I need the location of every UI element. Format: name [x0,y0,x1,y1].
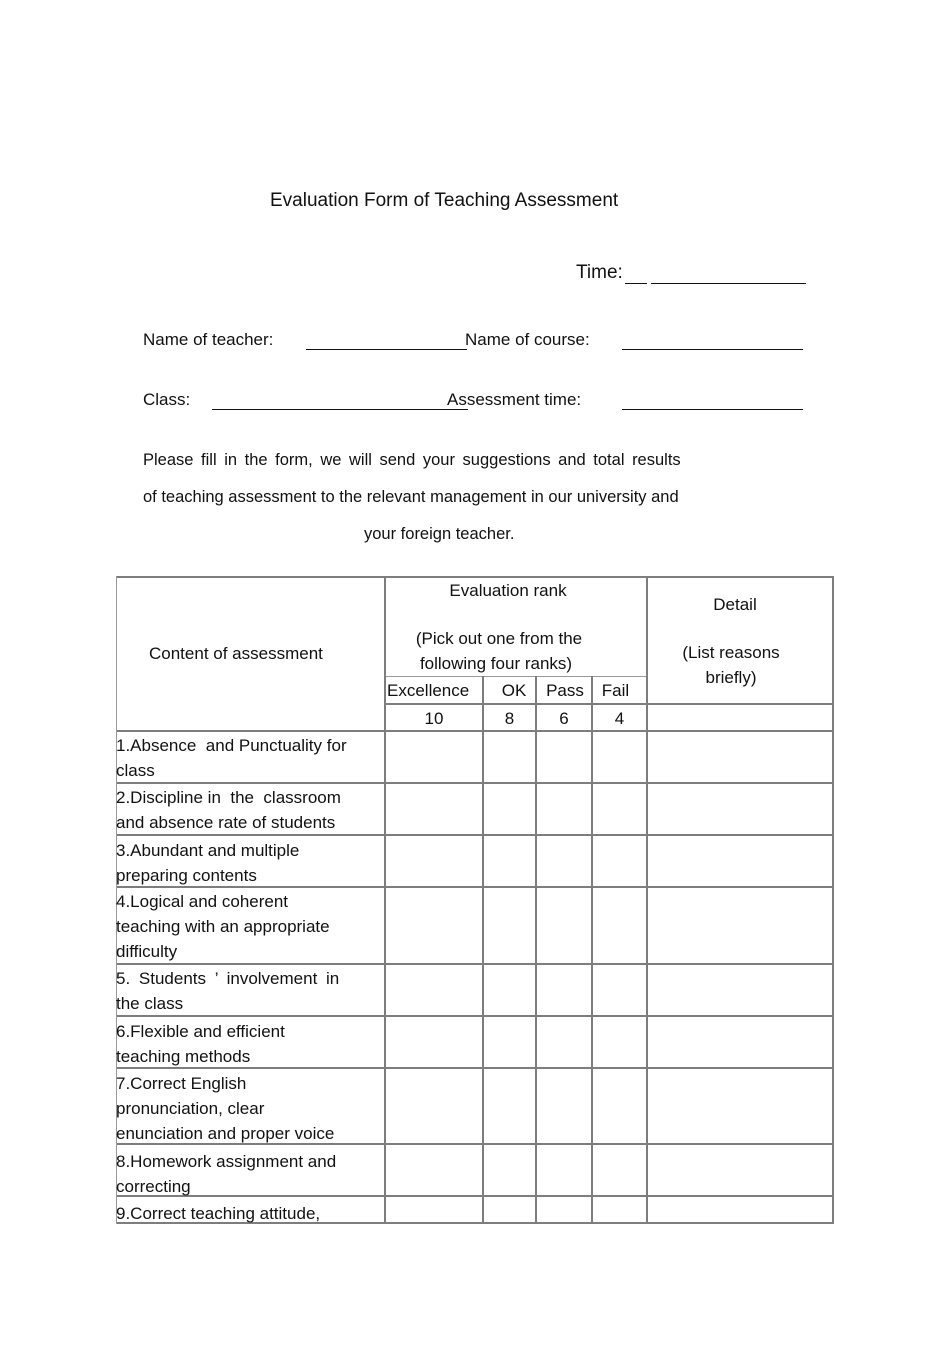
criterion-text: for [326,736,347,755]
rank-label-excellence: Excellence [387,681,470,700]
score-fail: 4 [614,709,625,728]
time-blank-prefix[interactable] [625,283,647,284]
detail-header: Detail [713,595,757,614]
assessment-time-label: Assessment time: [447,390,582,409]
column-divider [535,676,537,1224]
score-excellence: 10 [424,709,444,728]
criterion-1 [116,733,379,783]
criterion-line: class [116,761,155,780]
detail-subheader-2: briefly) [705,668,757,687]
criterion-3 [116,838,379,888]
instructions-line-1: Please fill in the form, we will send your suggestions and total results [143,451,681,469]
criterion-line: 9.Correct teaching attitude, [116,1204,321,1223]
criterion-7 [116,1071,379,1146]
criterion-line: 8.Homework assignment and [116,1152,337,1171]
course-blank[interactable] [622,349,803,350]
assessment-time-blank[interactable] [622,409,803,410]
criterion-line: 4.Logical and coherent [116,892,289,911]
criterion-4 [116,889,379,964]
score-ok: 8 [504,709,515,728]
content-header: Content of assessment [149,644,323,663]
rank-labels-divider [386,703,834,705]
criterion-text: 2.Discipline [116,788,203,807]
criterion-5 [116,966,379,1016]
rank-label-fail: Fail [601,681,630,700]
criterion-line: 3.Abundant and multiple [116,841,300,860]
criterion-line: and absence rate of students [116,813,336,832]
instructions-line-2: of teaching assessment to the relevant management in our university and [143,488,679,506]
rank-header: Evaluation rank [449,581,567,600]
form-title: Evaluation Form of Teaching Assessment [270,190,619,211]
column-divider [591,676,593,1224]
table-border-right [832,576,834,1224]
class-blank[interactable] [212,409,468,410]
rank-label-pass: Pass [546,681,584,700]
rank-label-ok: OK [501,681,527,700]
criterion-line: 5. Students ’ involvement in [116,969,340,988]
criterion-text: 1.Absence and Punctuality [116,736,323,755]
rank-subheader-1: (Pick out one from the [415,629,583,648]
criterion-line: pronunciation, clear [116,1099,265,1118]
time-blank[interactable] [651,283,806,284]
criterion-line: enunciation and proper voice [116,1124,335,1143]
criterion-line [116,733,379,758]
rank-header-divider [386,676,646,677]
teacher-label: Name of teacher: [143,330,274,349]
criterion-line: teaching methods [116,1047,251,1066]
criterion-2 [116,785,379,835]
criterion-line: difficulty [116,942,178,961]
criterion-line: 6.Flexible and efficient [116,1022,285,1041]
instructions-line-3: your foreign teacher. [364,525,515,543]
teacher-blank[interactable] [306,349,467,350]
criterion-text: in the classroom [207,788,341,807]
rank-subheader-2: following four ranks) [419,654,573,673]
course-label: Name of course: [465,330,590,349]
criterion-6 [116,1019,379,1069]
criterion-line: the class [116,994,184,1013]
detail-subheader-1: (List reasons [682,643,780,662]
criterion-9 [116,1201,379,1226]
criterion-line [116,785,379,810]
criterion-8 [116,1149,379,1199]
criterion-line: preparing contents [116,866,257,885]
column-divider [482,676,484,1224]
time-label: Time: [576,262,623,283]
criterion-line: correcting [116,1177,191,1196]
criterion-line: 7.Correct English [116,1074,247,1093]
class-label: Class: [143,390,191,409]
criterion-line: teaching with an appropriate [116,917,330,936]
score-pass: 6 [559,709,569,728]
